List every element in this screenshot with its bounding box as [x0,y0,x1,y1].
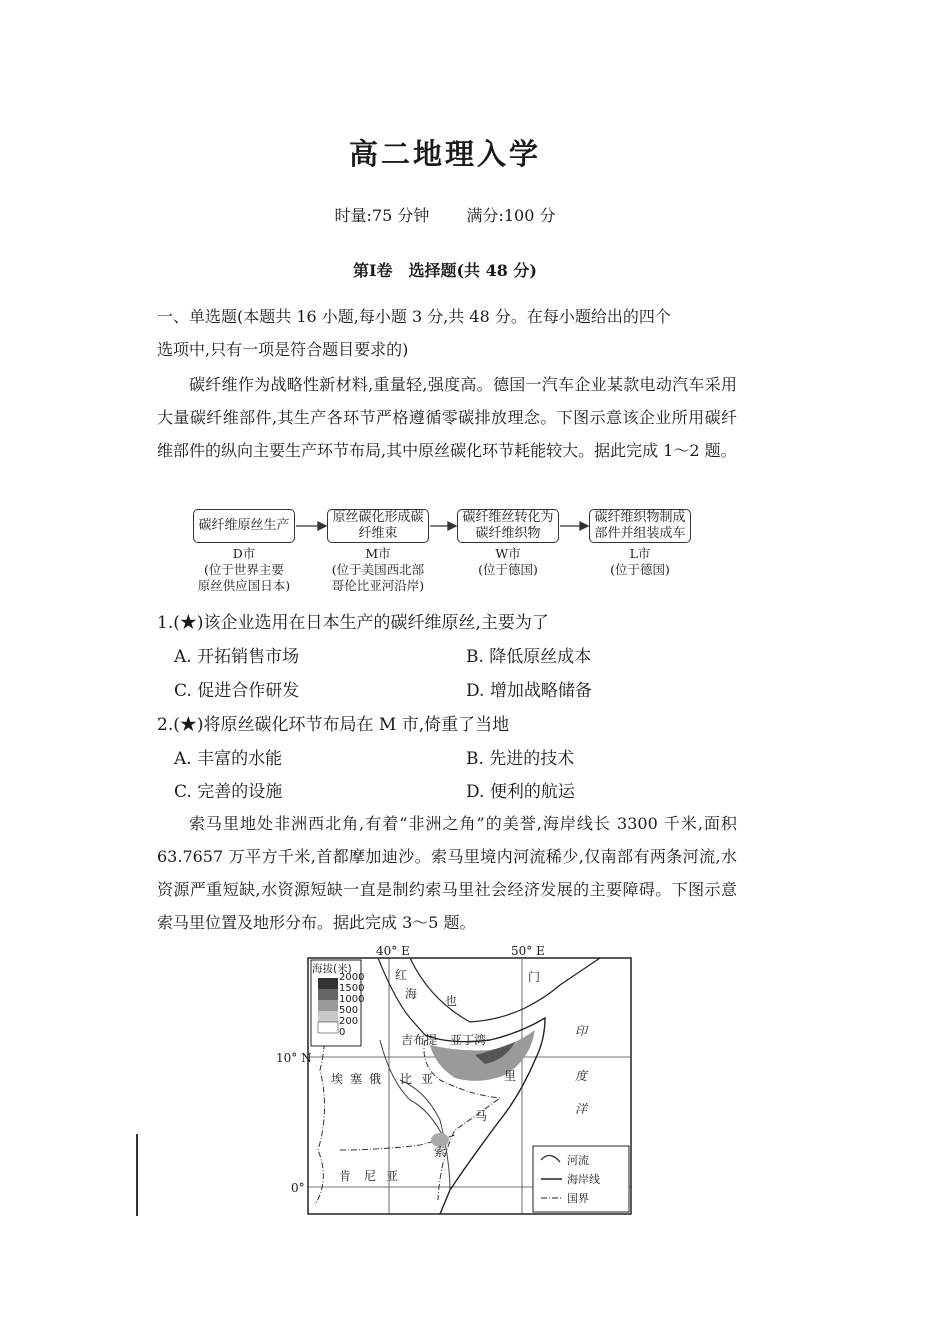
question-1-option-a: A. 开拓销售市场 [174,647,300,667]
question-2-stem: 2.(★)将原丝碳化环节布局在 M 市,倚重了当地 [157,715,510,735]
label-ethiopia-1: 埃 [331,1072,344,1086]
question-1-option-b: B. 降低原丝成本 [466,647,592,667]
question-2-option-b: B. 先进的技术 [466,749,575,769]
volume-heading: 第Ⅰ卷 选择题(共 48 分) [352,261,538,280]
legend-coastline: 海岸线 [567,1173,600,1186]
flow-box-l: 碳纤维织物制成部件并组装成车 [589,509,691,543]
question-1-option-c: C. 促进合作研发 [174,681,300,701]
flow-box-w: 碳纤维丝转化为碳纤维织物 [457,509,559,543]
label-li: 里 [504,1069,517,1083]
elevation-legend-values: 2000 1500 1000 500 200 0 [339,972,365,1038]
section-heading-line2: 选项中,只有一项是符合题目要求的) [157,340,409,359]
full-score: 满分:100 分 [466,206,556,225]
label-indian-ocean-1: 印 [575,1024,588,1038]
question-1-option-d: D. 增加战略储备 [466,681,592,701]
label-kenya-2: 尼 [364,1169,377,1183]
label-ethiopia-4: 比 [400,1072,413,1086]
lat-label-10n: 10° N [276,1051,312,1065]
flow-caption-l: L市 (位于德国) [610,546,670,577]
passage-1: 碳纤维作为战略性新材料,重量轻,强度高。德国一汽车企业某款电动汽车采用大量碳纤维部件,其生产各环节严格遵循零碳排放理念。下图示意该企业所用碳纤维部件的纵向主要生产环节布局,其中原丝碳化环节耗能较大。据此完成 1～2 题。 [157,375,737,460]
lat-label-0: 0° [291,1181,305,1195]
question-1-stem: 1.(★)该企业选用在日本生产的碳纤维原丝,主要为了 [157,613,549,633]
question-2-option-c: C. 完善的设施 [174,782,283,802]
lon-label-50e: 50° E [511,944,545,958]
question-2-option-a: A. 丰富的水能 [174,749,283,769]
flow-box-d: 碳纤维原丝生产 [193,509,295,543]
label-indian-ocean-3: 洋 [575,1102,588,1116]
label-djibouti: 吉布提 [401,1033,438,1047]
label-ethiopia-3: 俄 [369,1072,382,1086]
label-ethiopia-5: 亚 [421,1072,434,1086]
label-gulf-of-aden: 亚丁湾 [450,1033,487,1047]
label-men: 门 [528,970,541,984]
label-ye: 也 [445,994,458,1008]
lon-label-40e: 40° E [376,944,410,958]
label-kenya-3: 亚 [386,1169,399,1183]
legend-river: 河流 [567,1154,589,1167]
label-kenya-1: 肯 [339,1169,352,1183]
section-heading-line1: 一、单选题(本题共 16 小题,每小题 3 分,共 48 分。在每小题给出的四个 [157,307,671,326]
label-red-sea-1: 红 [395,968,408,982]
label-zi: 索 [434,1145,447,1159]
elevation-legend-title: 海拔(米) [312,963,352,975]
passage-2: 索马里地处非洲西北角,有着“非洲之角”的美誉,海岸线长 3300 千米,面积 63.7657 万平方千米,首都摩加迪沙。索马里境内河流稀少,仅南部有两条河流,水资源严重短缺,水资源短缺一直是制约索马里社会经济发展的主要障碍。下图示意索马里位置及地形分布。据此完成 3～5 题。 [157,814,737,932]
exam-time: 时量:75 分钟 [334,206,430,225]
label-indian-ocean-2: 度 [575,1069,588,1083]
label-red-sea-2: 海 [405,987,418,1001]
flow-caption-w: W市 (位于德国) [478,546,538,577]
question-2-option-d: D. 便利的航运 [466,782,575,802]
scan-edge-line [136,1134,138,1216]
legend-border: 国界 [567,1192,589,1205]
flow-caption-d: D市 (位于世界主要 原丝供应国日本) [197,546,291,593]
flow-box-m: 原丝碳化形成碳纤维束 [327,509,429,543]
label-ma: 马 [475,1109,488,1123]
page-title: 高二地理入学 [348,137,541,171]
label-ethiopia-2: 塞 [350,1072,363,1086]
flow-caption-m: M市 (位于美国西北部 哥伦比亚河沿岸) [331,546,425,593]
